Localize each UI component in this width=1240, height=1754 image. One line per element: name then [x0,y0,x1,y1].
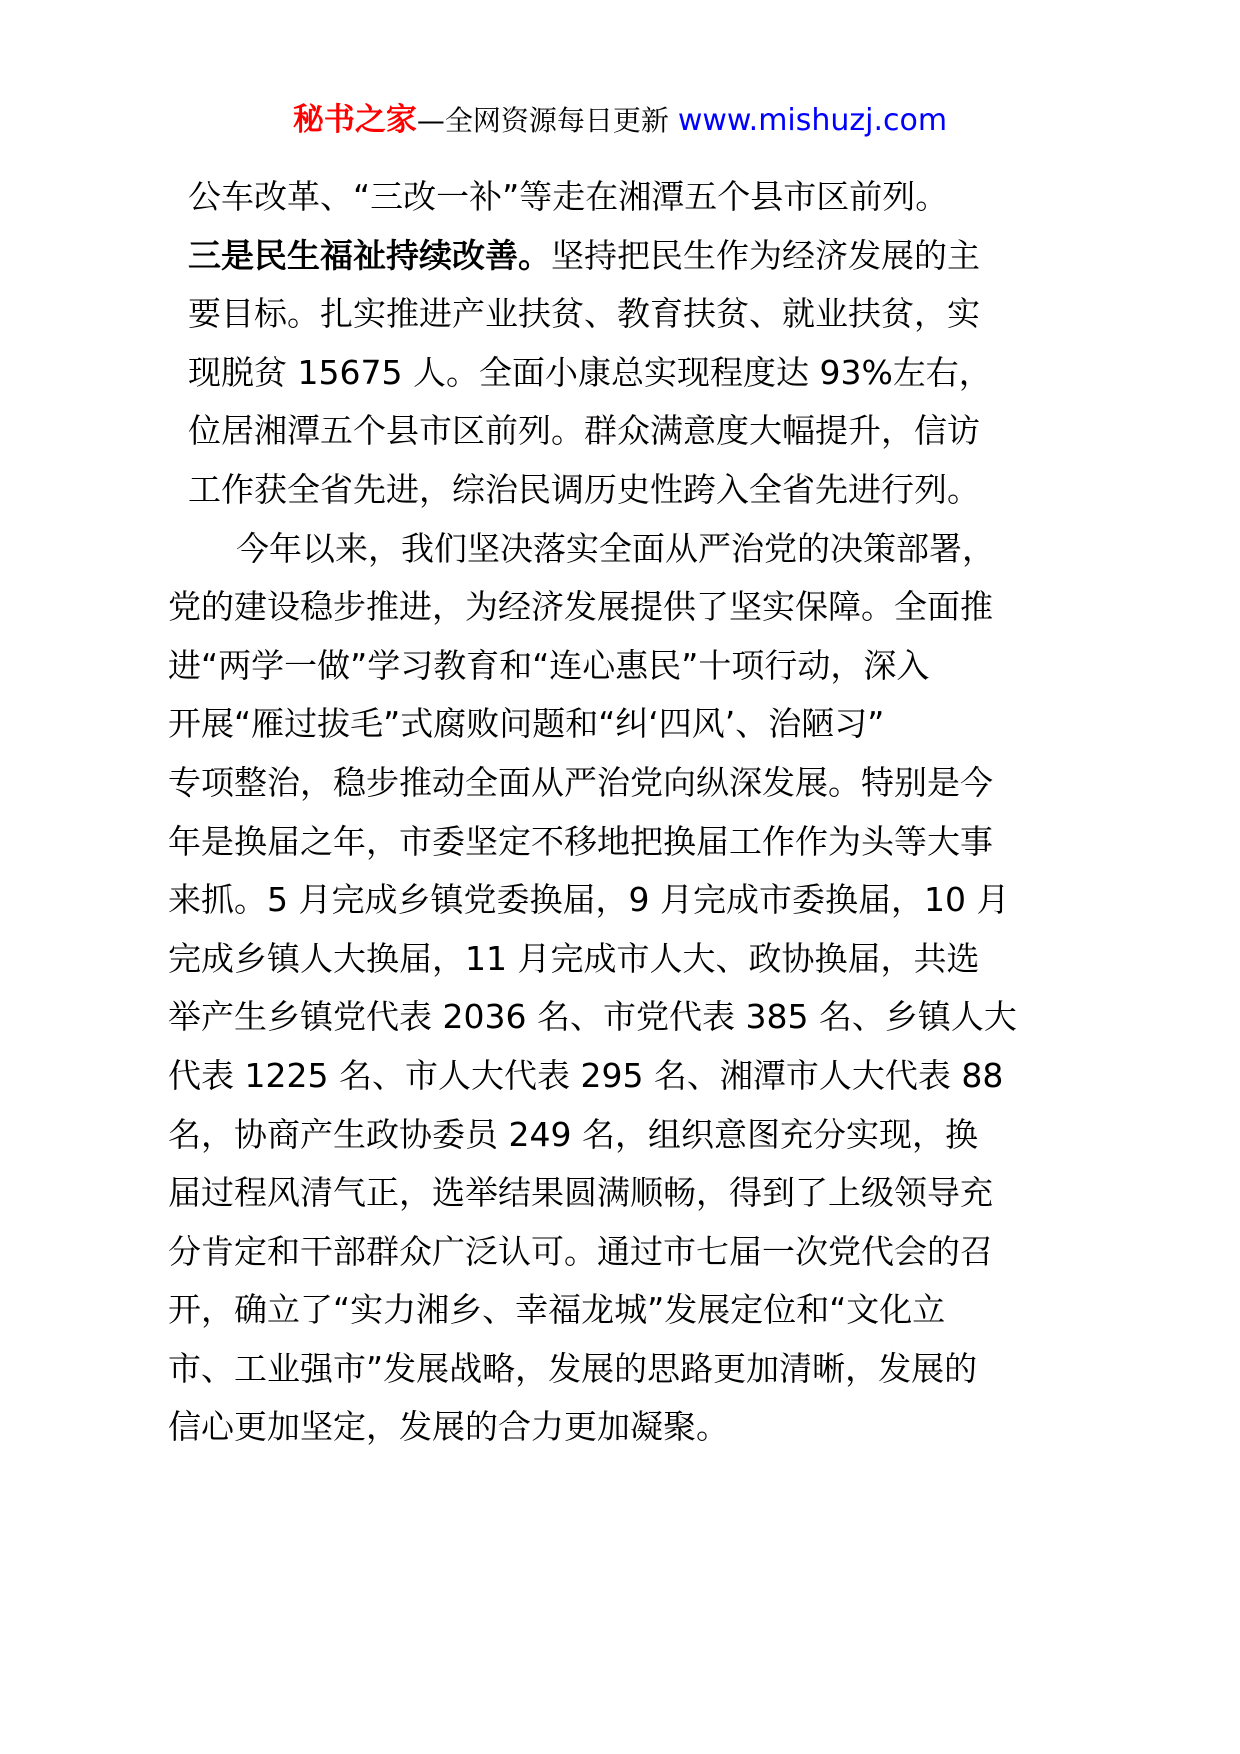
site-brand: 秘书之家 [292,102,417,138]
section-party-building [168,520,1048,1458]
text-line: 市、工业强市”发展战略，发展的思路更加清晰，发展的 [168,1348,978,1388]
text-line: 现脱贫 15675 人。全面小康总实现程度达 93%左右， [188,352,992,392]
text-line: 来抓。5 月完成乡镇党委换届，9 月完成市委换届，10 月 [168,880,1010,920]
text-line: 分肯定和干部群众广泛认可。通过市七届一次党代会的召 [168,1231,993,1271]
text-line [188,227,1048,286]
text-line: 公车改革、“三改一补”等走在湘潭五个县市区前列。 [188,177,949,216]
paragraph-first-line: 今年以来，我们坚决落实全面从严治党的决策部署， [236,528,995,568]
text-line: 届过程风清气正，选举结果圆满顺畅，得到了上级领导充 [168,1173,993,1213]
section-heading-livelihood: 三是民生福祉持续改善。 [188,235,551,275]
text-line: 要目标。扎实推进产业扶贫、教育扶贫、就业扶贫，实 [188,294,980,334]
site-header [0,100,1240,141]
text-line: 代表 1225 名、市人大代表 295 名、湘潭市人大代表 88 [168,1055,1004,1095]
text-line: 开，确立了“实力湘乡、幸福龙城”发展定位和“文化立 [168,1290,946,1330]
document-body [168,168,1048,1457]
section-livelihood [188,168,1048,520]
text-line: 名，协商产生政协委员 249 名，组织意图充分实现，换 [168,1114,978,1154]
text-line: 举产生乡镇党代表 2036 名、市党代表 385 名、乡镇人大 [168,997,1017,1037]
text-line: 专项整治，稳步推动全面从严治党向纵深发展。特别是今 [168,762,993,802]
text-line: 完成乡镇人大换届，11 月完成市人大、政协换届，共选 [168,938,980,978]
text-line: 位居湘潭五个县市区前列。群众满意度大幅提升，信访 [188,411,980,451]
text-line: 年是换届之年，市委坚定不移地把换届工作作为头等大事 [168,821,993,861]
text-line: 党的建设稳步推进，为经济发展提供了坚实保障。全面推 [168,587,993,627]
text-line: 信心更加坚定，发展的合力更加凝聚。 [168,1407,729,1447]
text-line: 进“两学一做”学习教育和“连心惠民”十项行动，深入 [168,645,930,685]
site-url-link[interactable]: www.mishuzj.com [677,103,948,138]
text-line: 开展“雁过拔毛”式腐败问题和“纠‘四风’、治陋习” [168,704,885,744]
text-line-rest: 坚持把民生作为经济发展的主 [551,235,980,275]
site-tagline: —全网资源每日更新 [416,104,669,137]
text-line: 工作获全省先进，综治民调历史性跨入全省先进行列。 [188,469,980,509]
